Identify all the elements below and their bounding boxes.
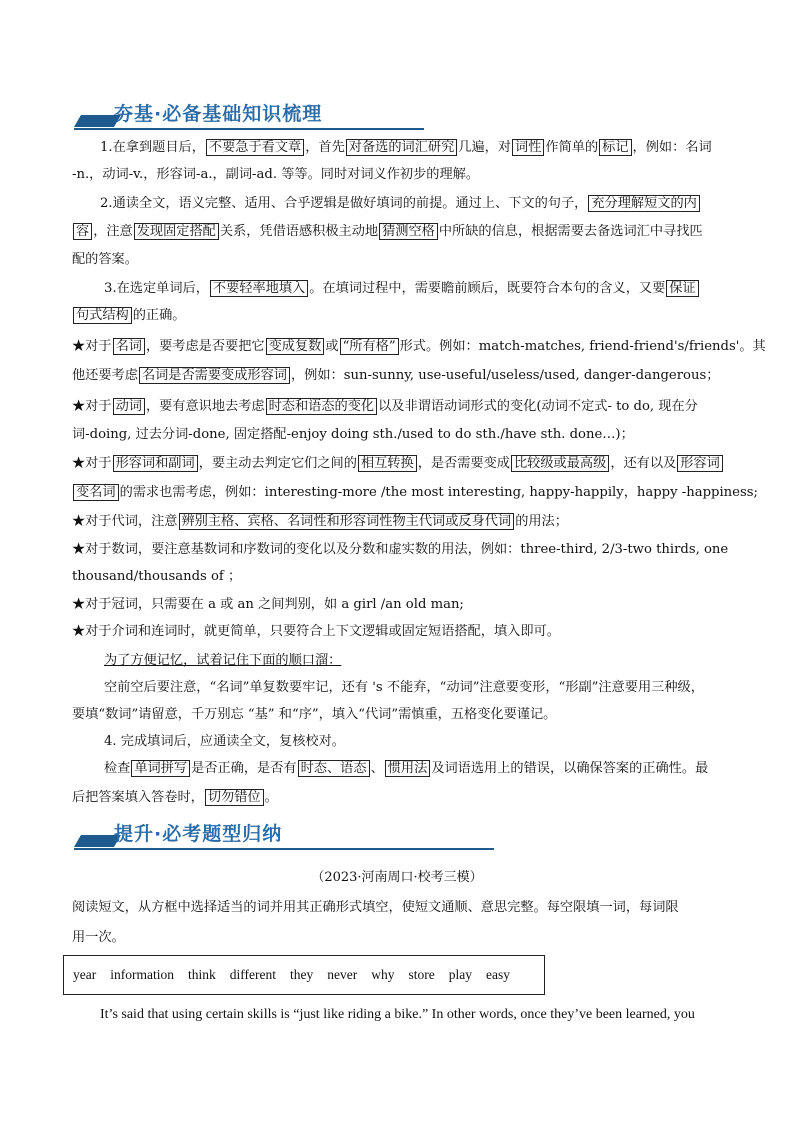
word-option: easy [485, 967, 510, 982]
instruction-line-2: 用一次。 [72, 930, 125, 945]
section-banner-basics [74, 100, 434, 130]
mnemonic-line-1: 空前空后要注意，“名词”单复数要牢记，还有 's 不能弃，“动词”注意要变形，“形副”注意要用三种级， [104, 680, 704, 695]
paragraph-2-line-1: 2.通读全文，语义完整、适用、合乎逻辑是做好填词的前提。通过上、下文的句子， 充分理解短文的内 [100, 194, 701, 214]
paragraph-4-line-1: 4. 完成填词后，应通读全文，复核校对。 [104, 734, 345, 749]
paragraph-2-line-2: 容 ，注意 发现固定搭配 关系，凭借语感积极主动地 猜测空格 中所缺的信息，根据需要去备选词汇中寻找匹 [72, 222, 703, 242]
instruction-line-1: 阅读短文，从方框中选择适当的词并用其正确形式填空，使短文通顺、意思完整。每空限填一词，每词限 [72, 900, 679, 915]
banner-rule [74, 128, 424, 130]
noun-rule-line-2: 他还要考虑 名词是否需要变成形容词 ，例如：sun-sunny, use-useful/useless/used, danger-dangerous； [72, 368, 720, 383]
pronoun-rule: ★对于代词，注意 辨别主格、宾格、名词性和形容词性物主代词或反身代词 的用法； [72, 514, 568, 529]
word-option: they [289, 967, 314, 982]
section-banner-advanced [74, 820, 514, 850]
paragraph-1-line-2: -n.，动词-v.，形容词-a.，副词-ad. 等等。同时对词义作初步的理解。 [72, 167, 480, 182]
adj-adv-rule-line-1: ★对于 形容词和副词 ，要主动去判定它们之间的 相互转换 ，是否需要变成 比较级或最高级 ，还有以及 形容词 [72, 454, 724, 474]
paragraph-3-line-2: 句式结构 的正确。 [72, 306, 186, 326]
paragraph-3-line-1: 3.在选定单词后， 不要轻率地填入 。在填词过程中，需要瞻前顾后，既要符合本句的含义，又要 保证 [104, 279, 700, 299]
word-option: different [229, 967, 276, 982]
numeral-rule-line-2: thousand/thousands of ； [72, 569, 242, 584]
banner-rule [74, 848, 494, 850]
paragraph-4-line-2: 检查 单词拼写 是否正确，是否有 时态、语态 、 惯用法 及词语选用上的错误，以确保答案的正确性。最 [104, 761, 709, 776]
word-option: store [408, 967, 435, 982]
verb-rule-line-1: ★对于 动词 ，要有意识地去考虑 时态和语态的变化 以及非谓语动词形式的变化(动词不定式- to do, 现在分 [72, 399, 698, 414]
section-title-advanced: 提升·必考题型归纳 [114, 823, 283, 845]
passage-first-line: It’s said that using certain skills is “just like riding a bike.” In other words, once they’ve been learned, you [100, 1007, 695, 1022]
noun-rule-line-1: ★对于 名词 ，要考虑是否要把它 变成复数 或 “所有格” 形式。例如：match-matches, friend-friend's/friends'。其 [72, 339, 766, 354]
numeral-rule-line-1: ★对于数词，要注意基数词和序数词的变化以及分数和虚实数的用法，例如：three-third, 2/3-two thirds, one [72, 542, 729, 557]
word-option: play [448, 967, 472, 982]
section-title-basics: 夯基·必备基础知识梳理 [114, 103, 323, 125]
question-source: （2023·河南周口·校考三模） [311, 870, 483, 885]
word-option: information [110, 967, 174, 982]
word-bank [63, 955, 545, 995]
mnemonic-line-2: 要填“数词”请留意，千万别忘 “基” 和“序”，填入“代词”需慎重，五格变化要谨记。 [72, 707, 557, 722]
preposition-rule: ★对于介词和连词时，就更简单，只要符合上下文逻辑或固定短语搭配，填入即可。 [72, 624, 560, 639]
paragraph-2-line-3: 配的答案。 [72, 252, 138, 267]
paragraph-1-line-1: 1.在拿到题目后， 不要急于看文章 ，首先 对备选的词汇研究 几遍，对 词性 作简单的 标记 ，例如：名词 [100, 140, 712, 155]
word-option: never [327, 967, 358, 982]
paragraph-4-line-3: 后把答案填入答卷时， 切勿错位 。 [72, 790, 278, 805]
word-option: think [187, 967, 216, 982]
word-option: why [371, 967, 395, 982]
word-option: year [73, 967, 97, 982]
article-rule: ★对于冠词，只需要在 a 或 an 之间判别，如 a girl /an old man; [72, 597, 464, 612]
verb-rule-line-2: 词-doing, 过去分词-done, 固定搭配-enjoy doing sth./used to do sth./have sth. done…)； [72, 427, 634, 442]
adj-adv-rule-line-2: 变名词 的需求也需考虑，例如：interesting-more /the most interesting, happy-happily，happy -happiness; [72, 483, 758, 503]
mnemonic-title: 为了方便记忆，试着记住下面的顺口溜： [104, 653, 342, 668]
